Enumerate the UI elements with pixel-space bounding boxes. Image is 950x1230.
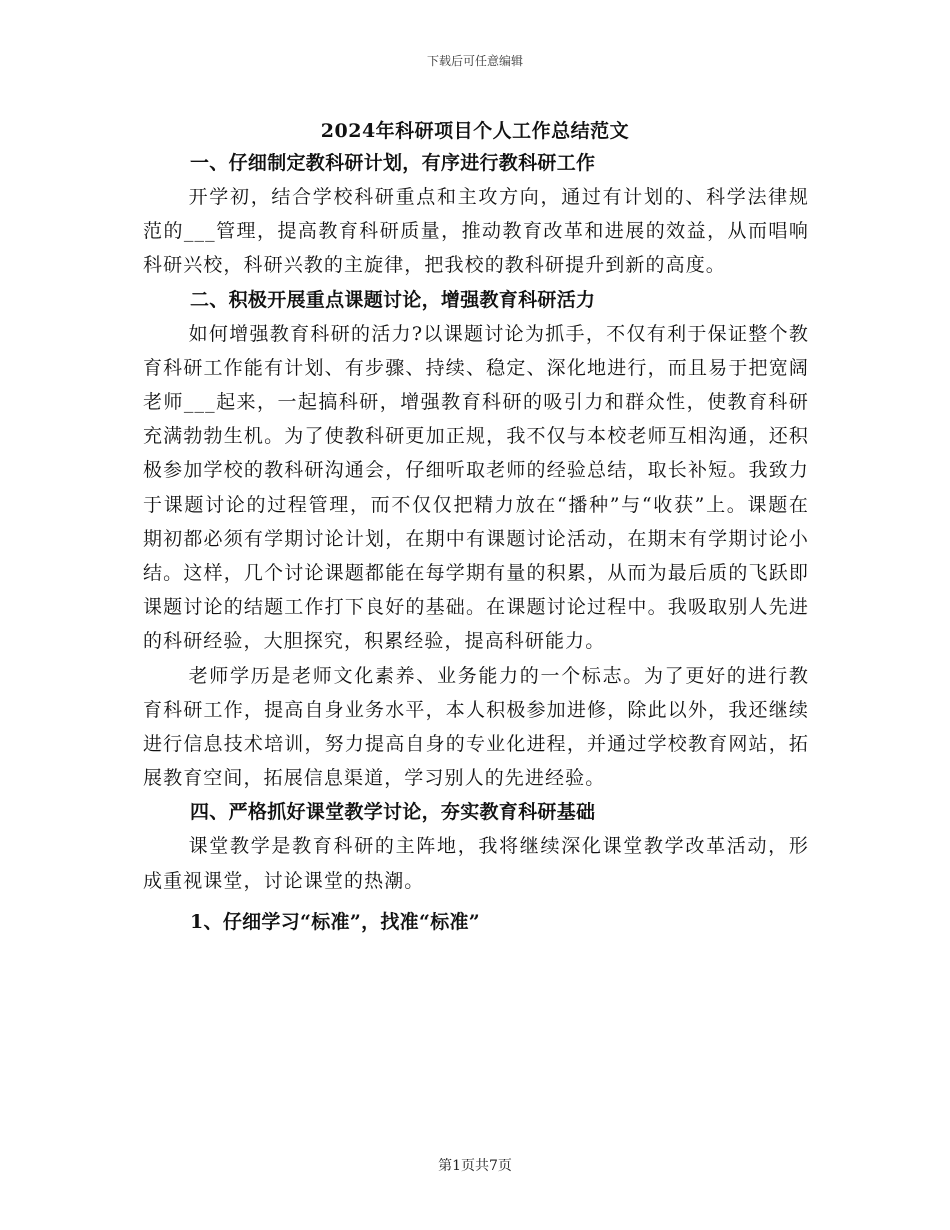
- paragraph-3: 老师学历是老师文化素养、业务能力的一个标志。为了更好的进行教育科研工作，提高自身业务水平，本人积极参加进修，除此以外，我还继续进行信息技术培训，努力提高自身的专业化进程，并通过学校教育网站，拓展教育空间，拓展信息渠道，学习别人的先进经验。: [143, 664, 809, 790]
- paragraph-4: 课堂教学是教育科研的主阵地，我将继续深化课堂教学改革活动，形成重视课堂，讨论课堂的热潮。: [143, 835, 809, 892]
- page-header: 下载后可任意编辑: [426, 54, 523, 68]
- section-heading-2: 二、积极开展重点课题讨论，增强教育科研活力: [190, 288, 596, 311]
- section-heading-1: 一、仔细制定教科研计划，有序进行教科研工作: [190, 152, 596, 174]
- paragraph-2: 如何增强教育科研的活力?以课题讨论为抓手，不仅有利于保证整个教育科研工作能有计划、有步骤、持续、稳定、深化地进行，而且易于把宽阔老师___起来，一起搞科研，增强教育科研的吸引力和群众性，使教育科研充满勃勃生机。为了使教科研更加正规，我不仅与本校老师互相沟通，还积极参加学校的教科研沟通会，仔细听取老师的经验总结，取长补短。我致力于课题讨论的过程管理，而不仅仅把精力放在“播种”与“收获”上。课题在期初都必须有学期讨论计划，在期中有课题讨论活动，在期末有学期讨论小结。这样，几个讨论课题都能在每学期有量的积累，从而为最后质的飞跃即课题讨论的结题工作打下良好的基础。在课题讨论过程中。我吸取别人先进的科研经验，大胆探究，积累经验，提高科研能力。: [143, 322, 809, 653]
- document-body: [143, 146, 809, 940]
- document-title: 2024年科研项目个人工作总结范文: [320, 120, 630, 142]
- page-footer: 第1页共7页: [438, 1158, 512, 1174]
- paragraph-1: 开学初，结合学校科研重点和主攻方向，通过有计划的、科学法律规范的___管理，提高教育科研质量，推动教育改革和进展的效益，从而唱响科研兴校，科研兴教的主旋律，把我校的教科研提升到新的高度。: [143, 186, 809, 277]
- subsection-heading-1: 1、仔细学习“标准”，找准“标准”: [190, 910, 481, 933]
- section-heading-4: 四、严格抓好课堂教学讨论，夯实教育科研基础: [190, 801, 596, 824]
